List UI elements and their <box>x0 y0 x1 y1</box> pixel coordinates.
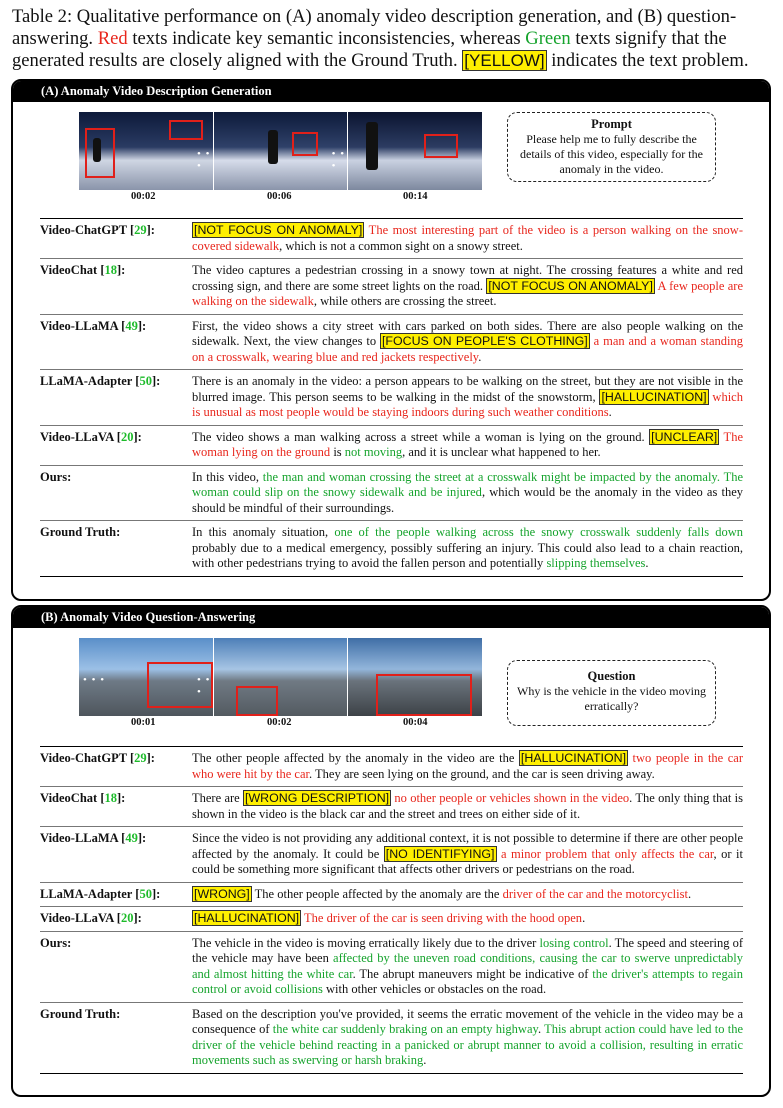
output-text: The vehicle in the video is moving erratically likely due to the driver <box>192 935 540 950</box>
video-frame-3 <box>348 638 483 716</box>
green-text: slipping themselves <box>546 556 646 570</box>
problem-tag: [UNCLEAR] <box>651 429 718 444</box>
panel-a-media <box>13 102 769 222</box>
result-row <box>40 786 743 826</box>
pedestrian <box>366 122 378 170</box>
panel-b-video-frames <box>79 638 483 716</box>
timestamp: 00:01 <box>131 717 156 728</box>
problem-tag: [WRONG] <box>194 886 250 901</box>
model-label: VideoChat [18]: <box>40 263 126 277</box>
video-frame-1: • • • • • • <box>79 638 214 716</box>
model-output <box>192 791 743 822</box>
result-row <box>40 465 743 521</box>
panel-a-results-table <box>40 218 743 577</box>
question-title: Question <box>587 669 636 683</box>
citation-link[interactable]: 20 <box>120 911 134 925</box>
result-row <box>40 1002 743 1073</box>
timestamp: 00:04 <box>403 717 428 728</box>
output-text: In this video, <box>192 469 263 484</box>
output-text: , which would be the anomaly in the video as they should be mindful of their surroundings. <box>192 485 744 515</box>
anomaly-box <box>424 134 458 158</box>
output-text: . <box>608 405 612 419</box>
output-text: . <box>423 1053 427 1067</box>
anomaly-box <box>236 686 278 716</box>
model-label: Video-ChatGPT [29]: <box>40 751 155 765</box>
problem-tag: [WRONG DESCRIPTION] <box>245 791 390 805</box>
citation-link[interactable]: 29 <box>134 751 147 765</box>
model-name: LLaMA-Adapter <box>40 374 133 388</box>
panel-b <box>11 605 771 1097</box>
citation-link[interactable]: 50 <box>139 374 152 388</box>
pedestrian <box>93 138 101 162</box>
panel-a-title: (A) Anomaly Video Description Generation <box>13 81 769 102</box>
timestamp: 00:06 <box>267 191 292 202</box>
panel-a-video-frames <box>79 112 483 190</box>
green-text: This abrupt action could have led to the driver of the vehicle behind reacting in a panicked or abrupt manner to avoid a collision, resulting in erratic movements such as swerving or harsh braking <box>192 1022 743 1067</box>
question-box <box>507 660 716 726</box>
result-row <box>40 520 743 576</box>
anomaly-box <box>169 120 203 140</box>
result-row <box>40 425 743 465</box>
caption-part-3: texts signify that the generated results are closely aligned with the Ground Truth. <box>12 28 727 71</box>
problem-tag: [FOCUS ON PEOPLE'S CLOTHING] <box>381 334 588 348</box>
result-row <box>40 219 743 258</box>
output-text: The video shows a man walking across a street while a woman is lying on the ground. <box>192 429 650 444</box>
output-text: , or it could be something more significant that affects other drivers or pedestrians on the road. <box>192 846 744 876</box>
output-text: There is an anomaly in the video: a person appears to be walking on the street, but they are not visible in the blurred image. This person seems to be walking in the midst of the snowstorm, <box>192 374 743 404</box>
problem-tag: [HALLUCINATION] <box>194 911 300 925</box>
green-text: losing control <box>539 935 609 950</box>
problem-tag: [NOT FOCUS ON ANOMALY] <box>194 223 363 237</box>
output-text: . <box>582 911 586 925</box>
model-label: Video-LLaVA [20]: <box>40 429 142 444</box>
caption-part-1: Table 2: Qualitative performance on (A) anomaly video description generation, and (B) question-answering. <box>12 6 737 49</box>
model-output <box>192 374 743 421</box>
model-output <box>192 263 743 310</box>
panel-b-title: (B) Anomaly Video Question-Answering <box>13 607 769 628</box>
anomaly-box <box>376 674 472 716</box>
output-text: . The abrupt maneuvers might be indicative of <box>352 966 593 981</box>
model-label: Video-ChatGPT [29]: <box>40 223 155 237</box>
model-output <box>192 1007 743 1069</box>
red-text: two people in the car who were hit by the car <box>192 751 744 781</box>
output-text: The other people affected by the anomaly in the video are the <box>192 751 519 765</box>
model-output <box>192 751 743 782</box>
output-text: , and it is unclear what happened to her. <box>402 445 601 459</box>
red-text: driver of the car and the motorcyclist <box>502 886 688 901</box>
output-text: . <box>645 556 649 570</box>
output-text: , which is not a common sight on a snowy street. <box>279 238 523 253</box>
output-text: . <box>478 349 482 364</box>
model-name: Video-LLaMA <box>40 318 119 333</box>
model-label: Video-LLaMA [49]: <box>40 831 147 845</box>
red-text: A few people are walking on the sidewalk <box>192 278 743 308</box>
video-frame-2: • • • <box>214 112 349 190</box>
table-caption <box>12 6 774 72</box>
video-frame-1: • • • <box>79 112 214 190</box>
green-text: one of the people walking across the snowy crosswalk suddenly falls down <box>334 525 743 539</box>
model-name: Video-LLaMA <box>40 831 119 845</box>
anomaly-box <box>292 132 318 156</box>
caption-green-word: Green <box>525 28 571 49</box>
model-name: VideoChat <box>40 791 98 805</box>
citation-link[interactable]: 29 <box>134 223 147 237</box>
result-row <box>40 931 743 1002</box>
output-text: The other people affected by the anomaly are the <box>251 886 503 901</box>
problem-tag: [NO IDENTIFYING] <box>385 846 495 861</box>
output-text: is <box>330 445 345 459</box>
model-output <box>192 430 743 461</box>
model-name: VideoChat <box>40 263 98 277</box>
citation-link[interactable]: 49 <box>125 318 138 333</box>
green-text: not moving <box>344 445 403 459</box>
red-text: The woman lying on the ground <box>192 429 743 459</box>
result-row <box>40 314 743 370</box>
panel-a <box>11 79 771 601</box>
citation-link[interactable]: 49 <box>125 831 138 845</box>
problem-tag: [NOT FOCUS ON ANOMALY] <box>488 278 653 293</box>
model-label <box>40 1007 192 1069</box>
result-row <box>40 747 743 786</box>
model-output <box>192 911 743 927</box>
caption-yellow-word: [YELLOW] <box>464 51 545 70</box>
output-text: with other vehicles or obstacles on the road. <box>322 982 547 996</box>
output-text: . They are seen lying on the ground, and the car is seen driving away. <box>308 766 655 781</box>
model-name: Ours: <box>40 935 72 950</box>
red-text: no other people or vehicles shown in the video <box>391 791 630 805</box>
model-label: Video-LLaVA [20]: <box>40 911 142 925</box>
model-label <box>40 936 192 998</box>
output-text: In this anomaly situation, <box>192 525 335 539</box>
citation-link[interactable]: 20 <box>120 429 134 444</box>
green-text: the driver's attempts to regain control or avoid collisions <box>192 966 743 996</box>
result-row <box>40 369 743 425</box>
caption-part-4: indicates the text problem. <box>551 50 749 71</box>
output-text: . <box>687 886 692 901</box>
result-row <box>40 258 743 314</box>
model-output <box>192 831 743 878</box>
caption-red-word: Red <box>97 28 128 49</box>
pedestrian <box>268 130 278 164</box>
citation-link[interactable]: 50 <box>139 886 152 901</box>
timestamp: 00:14 <box>403 191 428 202</box>
model-name: Video-ChatGPT <box>40 223 127 237</box>
prompt-box <box>507 112 716 182</box>
model-output <box>192 887 743 903</box>
model-label: VideoChat [18]: <box>40 791 126 805</box>
result-row <box>40 826 743 882</box>
model-name: LLaMA-Adapter <box>40 886 133 901</box>
model-output <box>192 936 743 998</box>
green-text: the white car suddenly braking on an empty highway <box>272 1022 538 1036</box>
output-text: First, the video shows a city street with cars parked on both sides. There are also people walking on the sidewalk. Next, the view changes to <box>192 318 743 348</box>
citation-link[interactable]: 18 <box>104 263 117 277</box>
green-text: affected by the uneven road conditions, causing the car to swerve unpredictably and almost hitting the white car <box>192 951 743 981</box>
model-name: Video-ChatGPT <box>40 751 127 765</box>
panel-b-media <box>13 628 769 748</box>
model-name: Ours: <box>40 469 72 484</box>
video-frame-2 <box>214 638 349 716</box>
result-row <box>40 882 743 907</box>
prompt-title: Prompt <box>591 117 632 131</box>
model-output <box>192 319 743 366</box>
model-label: LLaMA-Adapter [50]: <box>40 374 161 388</box>
panel-b-results-table <box>40 746 743 1074</box>
model-name: Video-LLaVA <box>40 429 114 444</box>
timestamp: 00:02 <box>267 717 292 728</box>
model-output <box>192 470 743 517</box>
red-text: a man and a woman standing on a crosswalk, wearing blue and red jackets respectively <box>192 334 743 364</box>
red-text: a minor problem that only affects the car <box>496 846 714 861</box>
timestamp: 00:02 <box>131 191 156 202</box>
model-output <box>192 525 743 572</box>
model-label: Video-LLaMA [49]: <box>40 318 147 333</box>
output-text: . <box>537 1022 545 1036</box>
caption-part-2: texts indicate key semantic inconsistencies, whereas <box>132 28 521 49</box>
output-text: . The speed and steering of the vehicle may have been <box>192 935 744 965</box>
red-text: The most interesting part of the video is a person walking on the snow-covered sidewalk <box>192 223 743 253</box>
problem-tag: [HALLUCINATION] <box>601 389 707 404</box>
output-text: Since the video is not providing any additional context, it is not possible to determine if there are other people affected by the anomaly. It could be <box>192 831 743 861</box>
model-output <box>192 223 743 254</box>
output-text: Based on the description you've provided, it seems the erratic movement of the vehicle in the video may be a consequence of <box>192 1006 743 1036</box>
model-name: Video-LLaVA <box>40 911 114 925</box>
model-label <box>40 525 192 572</box>
model-label <box>40 470 192 517</box>
prompt-text: Please help me to fully describe the details of this video, especially for the anomaly in the video. <box>520 132 703 176</box>
video-frame-3 <box>348 112 483 190</box>
model-name: Ground Truth: <box>40 525 121 539</box>
model-label: LLaMA-Adapter [50]: <box>40 886 161 901</box>
output-text: probably due to a medical emergency, possibly suffering an injury. This could also lead to a chain reaction, with other pedestrians trying to avoid the fallen person and potentially <box>192 540 743 570</box>
problem-tag: [HALLUCINATION] <box>520 751 627 765</box>
output-text: . The only thing that is shown in the video is the black car and the street and trees on either side of it. <box>192 791 744 821</box>
red-text: The driver of the car is seen driving with the hood open <box>301 911 583 925</box>
result-row <box>40 906 743 931</box>
citation-link[interactable]: 18 <box>104 791 117 805</box>
output-text: , while others are crossing the street. <box>313 294 497 308</box>
red-text: which is unusual as most people would be staying indoors during such weather conditions <box>192 389 743 419</box>
question-text: Why is the vehicle in the video moving erratically? <box>517 684 706 713</box>
model-name: Ground Truth: <box>40 1006 121 1021</box>
output-text: There are <box>192 791 244 805</box>
output-text: The video captures a pedestrian crossing in a snowy town at night. The crossing features a white and red crossing sign, and there are some street lights on the road. <box>192 263 743 293</box>
green-text: the man and woman crossing the street at a crosswalk might be impacted by the anomaly. The woman could slip on the snowy sidewalk and be injured <box>192 469 744 499</box>
